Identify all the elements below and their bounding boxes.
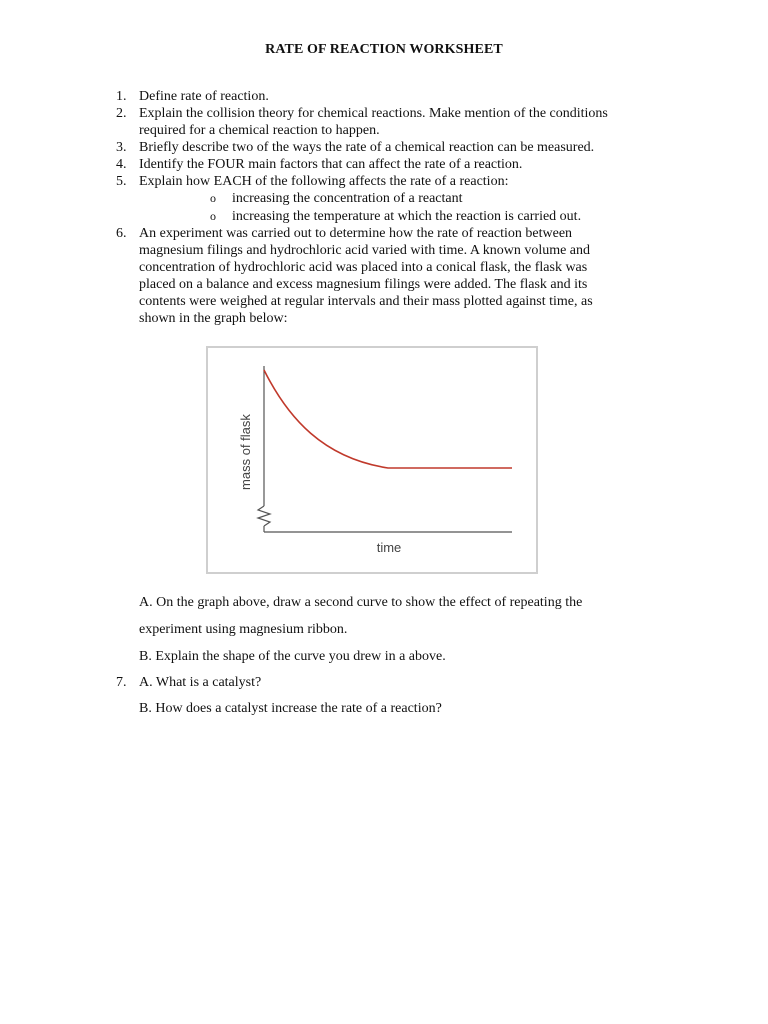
graph-svg — [208, 348, 536, 572]
question-text: concentration of hydrochloric acid was placed into a conical flask, the flask was — [139, 260, 588, 275]
q6-part-a: A. On the graph above, draw a second curve to show the effect of repeating the — [139, 595, 583, 610]
bullet-text: increasing the temperature at which the reaction is carried out. — [232, 209, 582, 224]
q7-part-b: B. How does a catalyst increase the rate of a reaction? — [139, 701, 442, 716]
question-text: required for a chemical reaction to happen. — [139, 123, 380, 138]
question-number: 2. — [116, 106, 127, 121]
question-number: 7. — [116, 675, 127, 690]
question-text: shown in the graph below: — [139, 311, 288, 326]
question-text: Explain how EACH of the following affects the rate of a reaction: — [139, 174, 509, 189]
y-axis-label: mass of flask — [238, 414, 253, 490]
axis-break-icon — [258, 506, 270, 526]
worksheet-title: RATE OF REACTION WORKSHEET — [265, 42, 503, 57]
question-text: magnesium filings and hydrochloric acid varied with time. A known volume and — [139, 243, 591, 258]
question-text: Explain the collision theory for chemical reactions. Make mention of the conditions — [139, 106, 608, 121]
question-number: 1. — [116, 89, 127, 104]
bullet-icon: o — [210, 209, 216, 223]
question-text: Identify the FOUR main factors that can affect the rate of a reaction. — [139, 157, 523, 172]
question-text: Define rate of reaction. — [139, 89, 269, 104]
question-text: A. What is a catalyst? — [139, 675, 262, 690]
question-number: 5. — [116, 174, 127, 189]
question-text: contents were weighed at regular intervals and their mass plotted against time, as — [139, 294, 593, 309]
question-number: 6. — [116, 226, 127, 241]
question-text: placed on a balance and excess magnesium filings were added. The flask and its — [139, 277, 588, 292]
q6-part-b: B. Explain the shape of the curve you drew in a above. — [139, 649, 446, 664]
question-number: 3. — [116, 140, 127, 155]
x-axis-label: time — [376, 540, 402, 555]
mass-curve — [264, 370, 512, 468]
q6-part-a-line-2: experiment using magnesium ribbon. — [139, 622, 348, 637]
question-text: Briefly describe two of the ways the rate of a chemical reaction can be measured. — [139, 140, 595, 155]
question-number: 4. — [116, 157, 127, 172]
mass-time-graph — [206, 346, 538, 574]
bullet-text: increasing the concentration of a reactant — [232, 191, 463, 206]
question-text: An experiment was carried out to determine how the rate of reaction between — [139, 226, 573, 241]
bullet-icon: o — [210, 191, 216, 205]
